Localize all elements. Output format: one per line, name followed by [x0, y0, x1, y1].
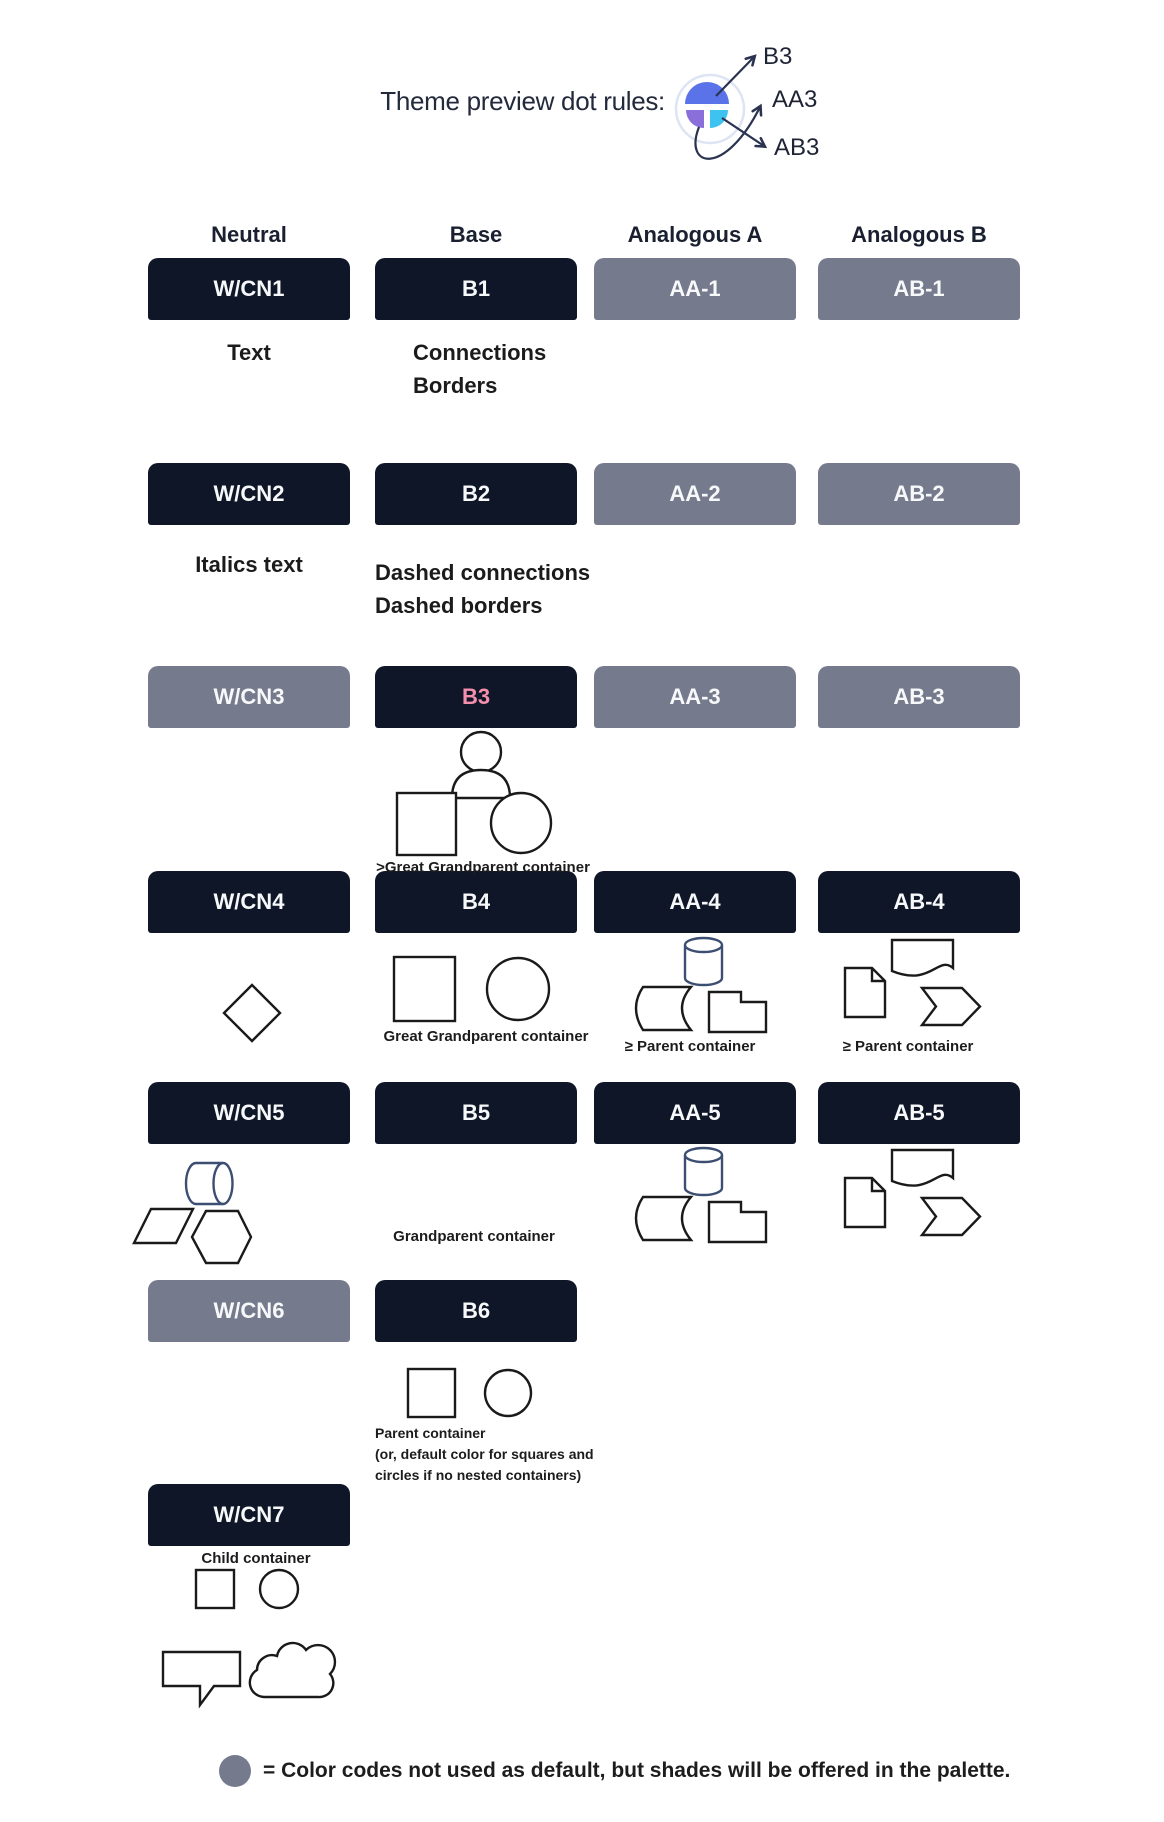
square-shape[interactable] — [394, 957, 455, 1021]
analogous-a-shape-cluster[interactable] — [636, 938, 766, 1032]
column-header-base: Base — [449, 222, 503, 247]
caption-parent-ab4: ≥ Parent container — [842, 1038, 974, 1055]
swatch-b4[interactable]: B4 — [375, 871, 577, 933]
note-shape — [845, 968, 885, 1017]
circle-shape[interactable] — [260, 1570, 298, 1608]
swatch-ab3[interactable]: AB-3 — [818, 666, 1020, 728]
hexagon-shape[interactable] — [192, 1211, 251, 1263]
swatch-b5[interactable]: B5 — [375, 1082, 577, 1144]
stored-data-shape — [636, 987, 691, 1030]
dot-rule-label-ab3: AB3 — [774, 134, 820, 161]
document-shape — [892, 940, 953, 976]
footnote-text: = Color codes not used as default, but shades will be offered in the palette. — [263, 1759, 1011, 1782]
column-header-analogous-b: Analogous B — [851, 222, 987, 247]
swatch-wcn2[interactable]: W/CN2 — [148, 463, 350, 525]
column-header-analogous-a: Analogous A — [627, 222, 763, 247]
dot-bottom-left-purple — [686, 110, 704, 128]
square-shape[interactable] — [196, 1570, 234, 1608]
swatch-ab5[interactable]: AB-5 — [818, 1082, 1020, 1144]
circle-shape[interactable] — [487, 958, 549, 1020]
dot-rule-label-b3: B3 — [763, 43, 793, 70]
swatch-aa4[interactable]: AA-4 — [594, 871, 796, 933]
analogous-b-shape-cluster[interactable] — [845, 1150, 980, 1235]
neutral2-usage-label: Italics text — [195, 552, 303, 577]
arrow-to-aa3 — [695, 107, 760, 159]
cylinder-shape — [685, 938, 722, 985]
square-shape[interactable] — [408, 1369, 455, 1417]
swatch-aa5[interactable]: AA-5 — [594, 1082, 796, 1144]
speech-bubble-shape[interactable] — [163, 1652, 240, 1705]
swatch-wcn3[interactable]: W/CN3 — [148, 666, 350, 728]
circle-shape[interactable] — [491, 793, 551, 853]
swatch-aa3[interactable]: AA-3 — [594, 666, 796, 728]
base2-usage-label: Dashed connections Dashed borders — [375, 560, 591, 618]
cloud-shape[interactable] — [250, 1643, 335, 1697]
caption-great-grandparent-b3: >Great Grandparent container — [376, 859, 590, 876]
horizontal-cylinder-shape[interactable] — [186, 1163, 233, 1204]
column-header-neutral: Neutral — [211, 222, 287, 247]
footnote-gray-dot — [219, 1755, 251, 1787]
swatch-b1[interactable]: B1 — [375, 258, 577, 320]
swatch-ab1[interactable]: AB-1 — [818, 258, 1020, 320]
person-icon[interactable] — [452, 732, 510, 798]
swatch-wcn7[interactable]: W/CN7 — [148, 1484, 350, 1546]
diamond-shape[interactable] — [224, 985, 280, 1041]
base1-usage-label: Connections Borders — [413, 340, 547, 398]
swatch-wcn6[interactable]: W/CN6 — [148, 1280, 350, 1342]
swatch-aa1[interactable]: AA-1 — [594, 258, 796, 320]
swatch-wcn1[interactable]: W/CN1 — [148, 258, 350, 320]
caption-grandparent-b5: Grandparent container — [393, 1228, 555, 1245]
caption-great-grandparent-b4: Great Grandparent container — [383, 1028, 589, 1045]
circle-shape[interactable] — [485, 1370, 531, 1416]
theme-preview-dot-icon[interactable] — [676, 75, 744, 143]
caption-parent-aa4: ≥ Parent container — [624, 1038, 756, 1055]
analogous-b-shape-cluster[interactable] — [845, 940, 980, 1025]
swatch-b6[interactable]: B6 — [375, 1280, 577, 1342]
swatch-ab2[interactable]: AB-2 — [818, 463, 1020, 525]
swatch-aa2[interactable]: AA-2 — [594, 463, 796, 525]
page-title: Theme preview dot rules: — [380, 86, 665, 116]
swatch-wcn5[interactable]: W/CN5 — [148, 1082, 350, 1144]
dot-rule-label-aa3: AA3 — [772, 86, 818, 113]
swatch-ab4[interactable]: AB-4 — [818, 871, 1020, 933]
tagged-rectangle-shape — [709, 992, 766, 1032]
swatch-b2[interactable]: B2 — [375, 463, 577, 525]
dot-top-half-blue — [685, 82, 729, 104]
neutral1-usage-label: Text — [227, 340, 271, 365]
swatch-b3[interactable]: B3 — [375, 666, 577, 728]
arrow-to-ab3 — [722, 118, 764, 146]
caption-parent-b6: Parent container (or, default color for squares and circles if no nested containers) — [375, 1425, 594, 1483]
chevron-shape — [922, 988, 980, 1025]
swatch-wcn4[interactable]: W/CN4 — [148, 871, 350, 933]
analogous-a-shape-cluster[interactable] — [636, 1148, 766, 1242]
square-shape[interactable] — [397, 793, 456, 855]
parallelogram-shape[interactable] — [134, 1209, 193, 1243]
caption-child-wcn7: Child container — [201, 1550, 311, 1567]
